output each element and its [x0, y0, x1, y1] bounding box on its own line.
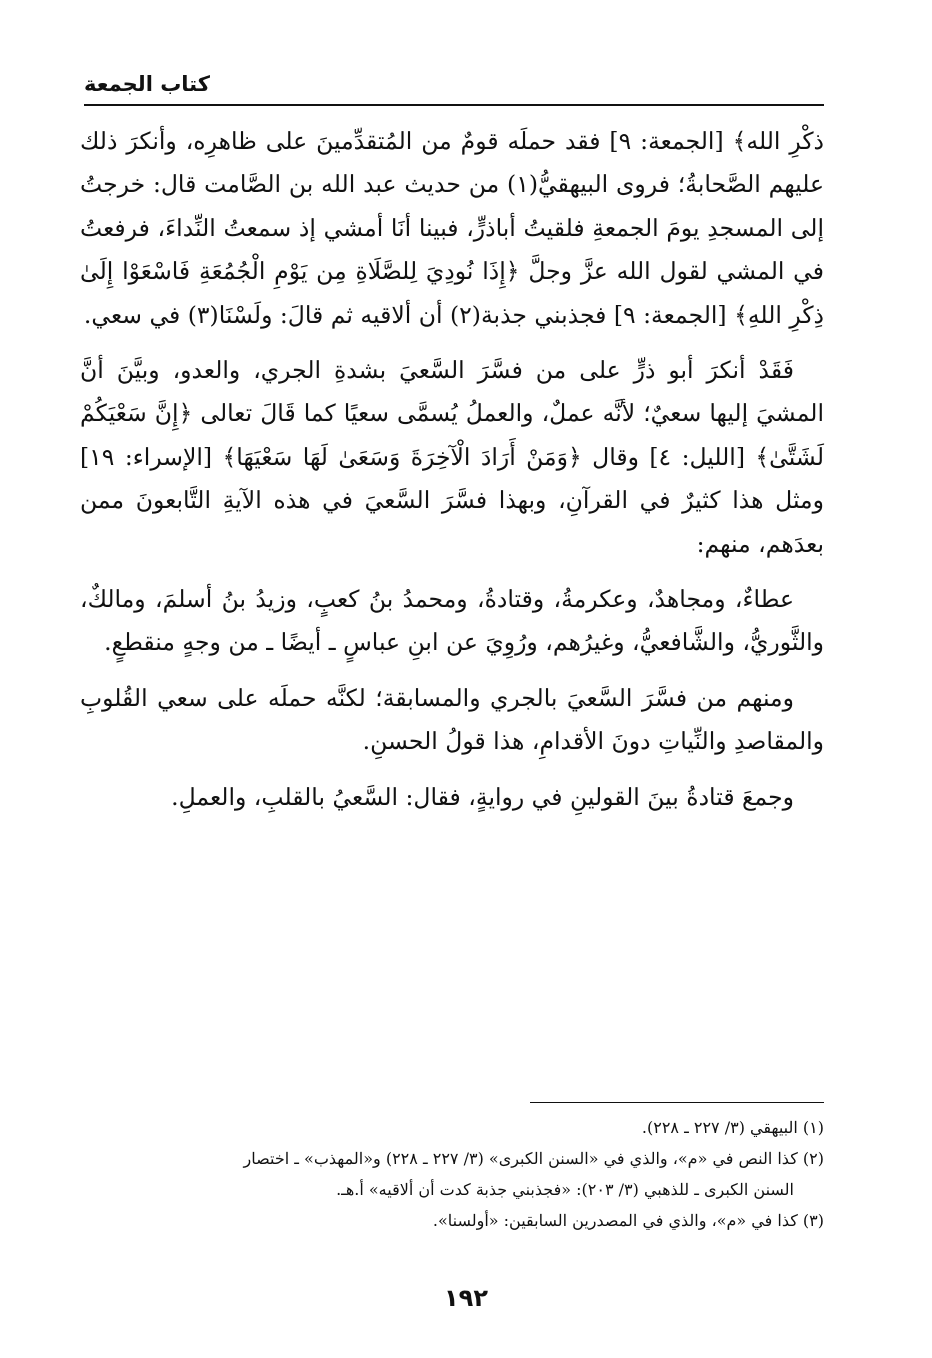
footnote: السنن الكبرى ـ للذهبي (٣/ ٢٠٣): «فجذبني جذبة كدت أن ألاقيه» أ.هـ. — [336, 1180, 794, 1199]
paragraph: عطاءٌ، ومجاهدٌ، وعكرمةُ، وقتادةُ، ومحمدُ بنُ كعبٍ، وزيدُ بنُ أسلمَ، ومالكٌ، والثَّوريُّ، والشَّافعيُّ، وغيرُهم، ورُوِيَ عن ابنِ عباسٍ ـ أيضًا ـ من وجهٍ منقطعٍ. — [80, 585, 824, 657]
footnote: (٢) كذا النص في «م»، والذي في «السنن الكبرى» (٣/ ٢٢٧ ـ ٢٢٨) و«المهذب» ـ اختصار — [243, 1149, 824, 1168]
main-text — [80, 120, 824, 819]
page-number: ١٩٢ — [444, 1284, 488, 1312]
footnotes — [80, 1112, 824, 1236]
running-title: كتاب الجمعة — [84, 72, 210, 96]
paragraph: ومنهم من فسَّرَ السَّعيَ بالجري والمسابقة؛ لكنَّه حملَه على سعي القُلوبِ والمقاصدِ والنِّياتِ دونَ الأقدامِ، هذا قولُ الحسنِ. — [80, 683, 824, 756]
footnote: (٣) كذا في «م»، والذي في المصدرين السابقين: «أولسنا». — [432, 1211, 824, 1230]
paragraph: وجمعَ قتادةُ بينَ القولينِ في روايةٍ، فقال: السَّعيُ بالقلبِ، والعملِ. — [171, 782, 794, 811]
paragraph: ذكْرِ الله﴾ [الجمعة: ٩] فقد حملَه قومٌ من المُتقدِّمينَ على ظاهرِه، وأنكرَ ذلك عليهم الصَّحابةُ؛ فروى البيهقيُّ(١) من حديث عبد الله بن الصَّامت قال: خرجتُ إلى المسجدِ يومَ الجمعةِ فلقيتُ أباذرٍّ، فبينا أنَا أمشي إذ سمعتُ النِّداءَ، فرفعتُ في المشي لقول الله عزَّ وجلَّ ﴿إِذَا نُودِيَ لِلصَّلَاةِ مِن يَوْمِ الْجُمُعَةِ فَاسْعَوْا إِلَىٰ ذِكْرِ اللهِ﴾ [الجمعة: ٩] فجذبني جذبة(٢) أن ألاقيه ثم قالَ: ولَسْنَا(٣) في سعي. — [80, 127, 825, 329]
paragraph: فَقَدْ أنكرَ أبو ذرٍّ على من فسَّرَ السَّعيَ بشدةِ الجري، والعدو، وبيَّنَ أنَّ المشيَ إليها سعيٌ؛ لأنَّه عملٌ، والعملُ يُسمَّى سعيًا كما قَالَ تعالى ﴿إِنَّ سَعْيَكُمْ لَشَتَّىٰ﴾ [الليل: ٤] وقال ﴿وَمَنْ أَرَادَ الْآخِرَةَ وَسَعَىٰ لَهَا سَعْيَهَا﴾ [الإسراء: ١٩] ومثل هذا كثيرٌ في القرآنِ، وبهذا فسَّرَ السَّعيَ في هذه الآيةِ التَّابعونَ ممن بعدَهم، منهم: — [80, 356, 824, 558]
footnote: (١) البيهقي (٣/ ٢٢٧ ـ ٢٢٨). — [641, 1118, 824, 1137]
running-header — [84, 62, 824, 106]
footnote-divider — [530, 1102, 824, 1103]
